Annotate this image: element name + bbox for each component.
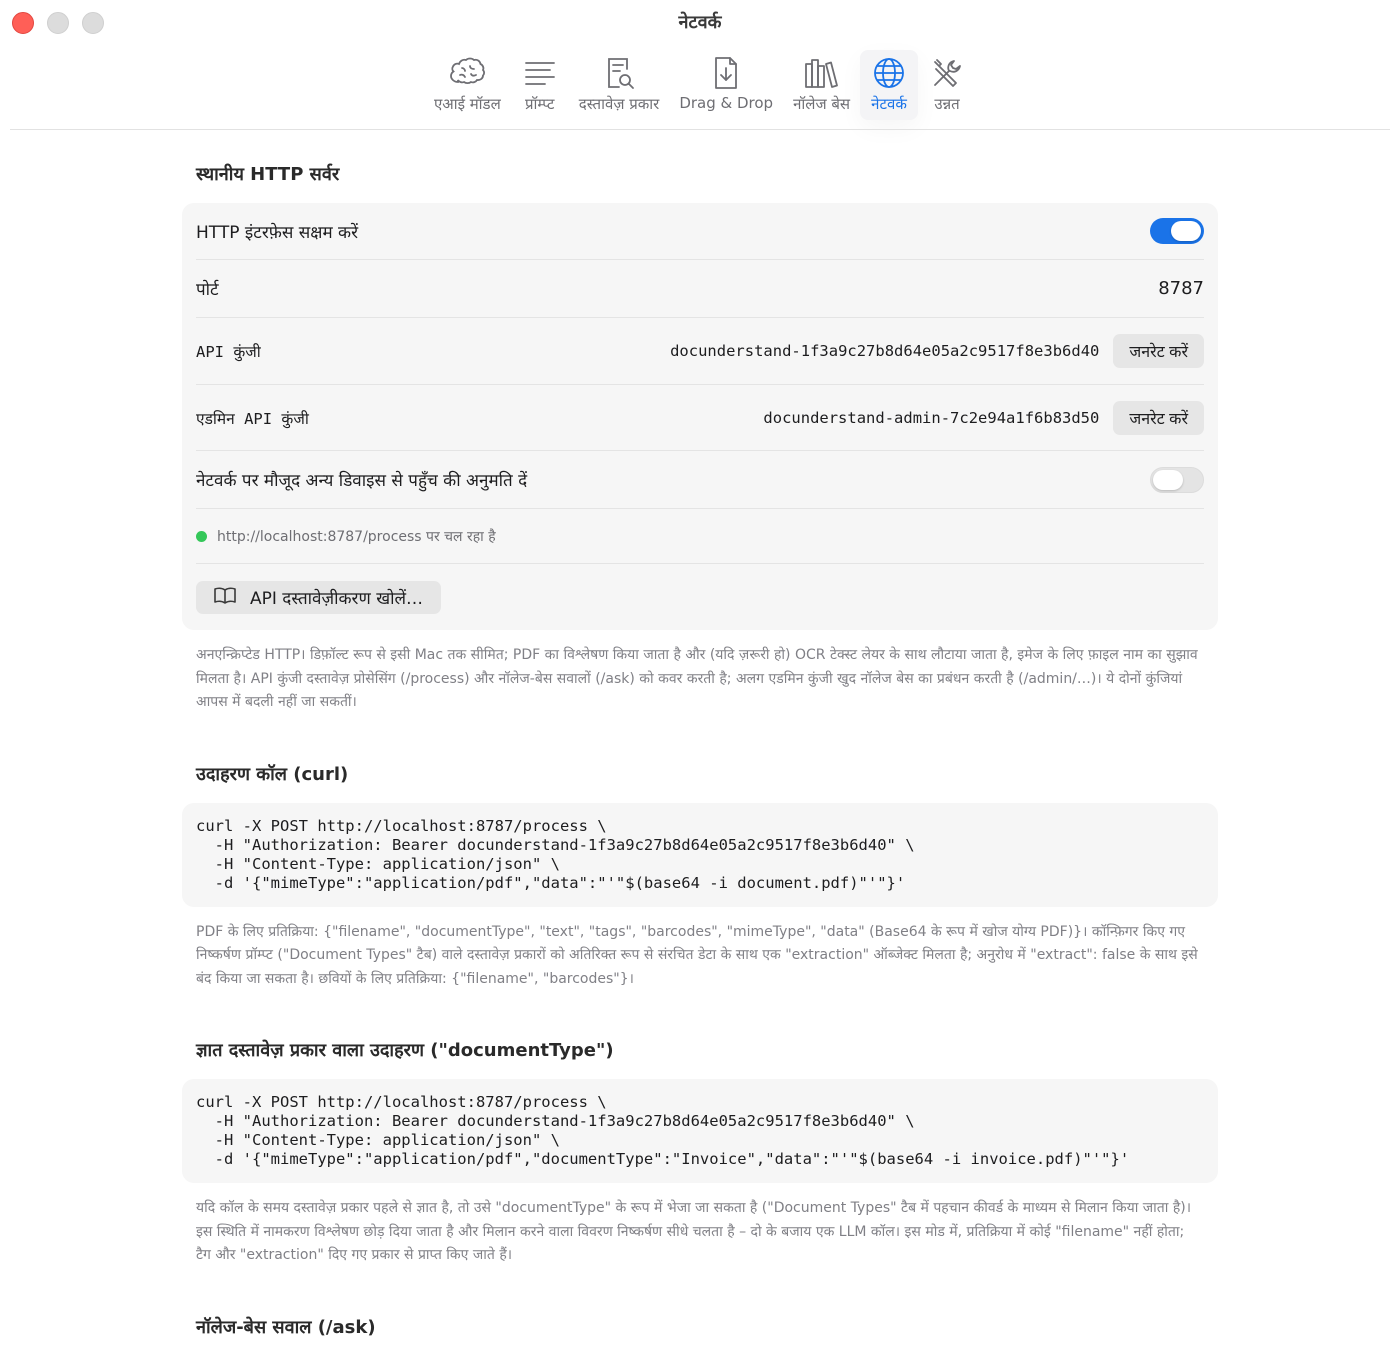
tab-drag-drop[interactable]: [669, 50, 783, 120]
example-curl-note: PDF के लिए प्रतिक्रिया: {"filename", "documentType", "text", "tags", "barcodes", "mimeType", "data" (Base64 के रूप में खोज योग्य PDF)}। कॉन्फ़िगर किए गए निष्कर्षण प्रॉम्प्ट ("Document Types" टैब) वाले दस्तावेज़ प्रकारों को अतिरिक्त रूप से संरचित डेटा के साथ एक "extraction" ऑब्जेक्ट मिलता है; अनुरोध में "extract": false के साथ इसे बंद किया जा सकता है। छवियों के लिए प्रतिक्रिया: {"filename", "barcodes"}।: [196, 923, 1198, 987]
admin-api-key-row: [196, 385, 1204, 451]
toolbar-divider: [10, 129, 1390, 130]
tab-document-types[interactable]: [569, 50, 670, 120]
generate-admin-key-button[interactable]: जनरेट करें: [1113, 401, 1204, 435]
document-download-icon: [707, 54, 745, 92]
tab-label: प्रॉम्प्ट: [525, 95, 555, 113]
api-key-label: API कुंजी: [196, 343, 261, 361]
network-access-toggle[interactable]: [1150, 467, 1204, 493]
globe-icon: [870, 54, 908, 92]
tab-label: दस्तावेज़ प्रकार: [578, 95, 660, 113]
api-key-row: [196, 318, 1204, 385]
network-settings-pane: [182, 140, 1218, 1339]
section-title-example-curl: उदाहरण कॉल (curl): [196, 763, 349, 785]
enable-http-label: HTTP इंटरफ़ेस सक्षम करें: [196, 222, 359, 243]
port-value[interactable]: 8787: [1158, 278, 1204, 299]
section-title-http-server: स्थानीय HTTP सर्वर: [196, 164, 340, 185]
books-icon: [803, 54, 841, 92]
docs-row: [196, 564, 1204, 630]
generate-api-key-button[interactable]: जनरेट करें: [1113, 334, 1204, 368]
tab-label: उन्नत: [934, 95, 960, 113]
tab-label: एआई मॉडल: [433, 95, 501, 113]
tab-ai-model[interactable]: [424, 50, 511, 120]
tab-prompt[interactable]: [511, 50, 569, 120]
port-label: पोर्ट: [196, 280, 219, 300]
network-access-label: नेटवर्क पर मौजूद अन्य डिवाइस से पहुँच की अनुमति दें: [196, 471, 528, 491]
settings-toolbar: [0, 50, 1400, 122]
status-row: [196, 509, 1204, 564]
server-status: [196, 527, 496, 546]
example-curl-code[interactable]: curl -X POST http://localhost:8787/process \ -H "Authorization: Bearer docunderstand-1f3a9c27b8d64e05a2c9517f8e3b6d40" \ -H "Content-Type: application/json" \ -d '{"mimeType":"application/pdf","data":"'"$(base64 -i document.pdf)"'"}': [182, 803, 1218, 907]
admin-api-key-label: एडमिन API कुंजी: [196, 409, 309, 428]
toggle-knob: [1153, 470, 1183, 490]
status-indicator-icon: [196, 531, 207, 542]
tab-network[interactable]: [860, 50, 918, 120]
known-type-code[interactable]: curl -X POST http://localhost:8787/process \ -H "Authorization: Bearer docunderstand-1f3a9c27b8d64e05a2c9517f8e3b6d40" \ -H "Content-Type: application/json" \ -d '{"mimeType":"application/pdf","documentType":"Invoice","data":"'"$(base64 -i invoice.pdf)"'"}': [182, 1079, 1218, 1183]
status-text: http://localhost:8787/process पर चल रहा है: [217, 528, 496, 545]
open-api-docs-label: API दस्तावेज़ीकरण खोलें…: [250, 588, 424, 609]
admin-api-key-value[interactable]: docunderstand-admin-7c2e94a1f6b83d50: [763, 408, 1100, 427]
tab-label: नेटवर्क: [871, 95, 907, 113]
text-lines-icon: [521, 54, 559, 92]
tab-label: नॉलेज बेस: [793, 95, 851, 113]
book-icon: [214, 586, 236, 609]
section-title-known-type: ज्ञात दस्तावेज़ प्रकार वाला उदाहरण ("documentType"): [196, 1040, 614, 1061]
brain-icon: [448, 54, 486, 92]
api-key-value[interactable]: docunderstand-1f3a9c27b8d64e05a2c9517f8e3b6d40: [670, 342, 1100, 360]
toggle-knob: [1171, 221, 1201, 241]
enable-http-row: [196, 203, 1204, 260]
tab-knowledge-base[interactable]: [783, 50, 860, 120]
document-search-icon: [600, 54, 638, 92]
section-title-ask: नॉलेज-बेस सवाल (/ask): [196, 1316, 376, 1338]
port-row: [196, 260, 1204, 318]
network-access-row: [196, 451, 1204, 509]
window-title: नेटवर्क: [678, 12, 722, 33]
known-type-note: यदि कॉल के समय दस्तावेज़ प्रकार पहले से ज्ञात है, तो उसे "documentType" के रूप में भेजा जा सकता है ("Document Types" टैब में पहचान कीवर्ड के माध्यम से मिलान किया जाता है)। इस स्थिति में नामकरण विश्लेषण छोड़ दिया जाता है और मिलान करने वाला विवरण निष्कर्षण सीधे चलता है – दो के बजाय एक LLM कॉल। इस मोड में, प्रतिक्रिया में कोई "filename" नहीं होता; टैग और "extraction" दिए गए प्रकार से प्राप्त किए जाते हैं।: [196, 1200, 1192, 1263]
open-api-docs-button[interactable]: [196, 581, 441, 614]
http-server-card: [182, 203, 1218, 630]
tab-label: Drag & Drop: [679, 94, 774, 112]
tab-advanced[interactable]: [918, 50, 976, 120]
tools-icon: [928, 54, 966, 92]
enable-http-toggle[interactable]: [1150, 218, 1204, 244]
server-note: अनएन्क्रिप्टेड HTTP। डिफ़ॉल्ट रूप से इसी Mac तक सीमित; PDF का विश्लेषण किया जाता है और (यदि ज़रूरी हो) OCR टेक्स्ट लेयर के साथ लौटाया जाता है, इमेज के लिए फ़ाइल नाम का सुझाव मिलता है। API कुंजी दस्तावेज़ प्रोसेसिंग (/process) और नॉलेज-बेस सवालों (/ask) को कवर करती है; अलग एडमिन कुंजी खुद नॉलेज बेस का प्रबंधन करती है (/admin/…)। ये दोनों कुंजियां आपस में बदली नहीं जा सकतीं।: [196, 647, 1198, 710]
